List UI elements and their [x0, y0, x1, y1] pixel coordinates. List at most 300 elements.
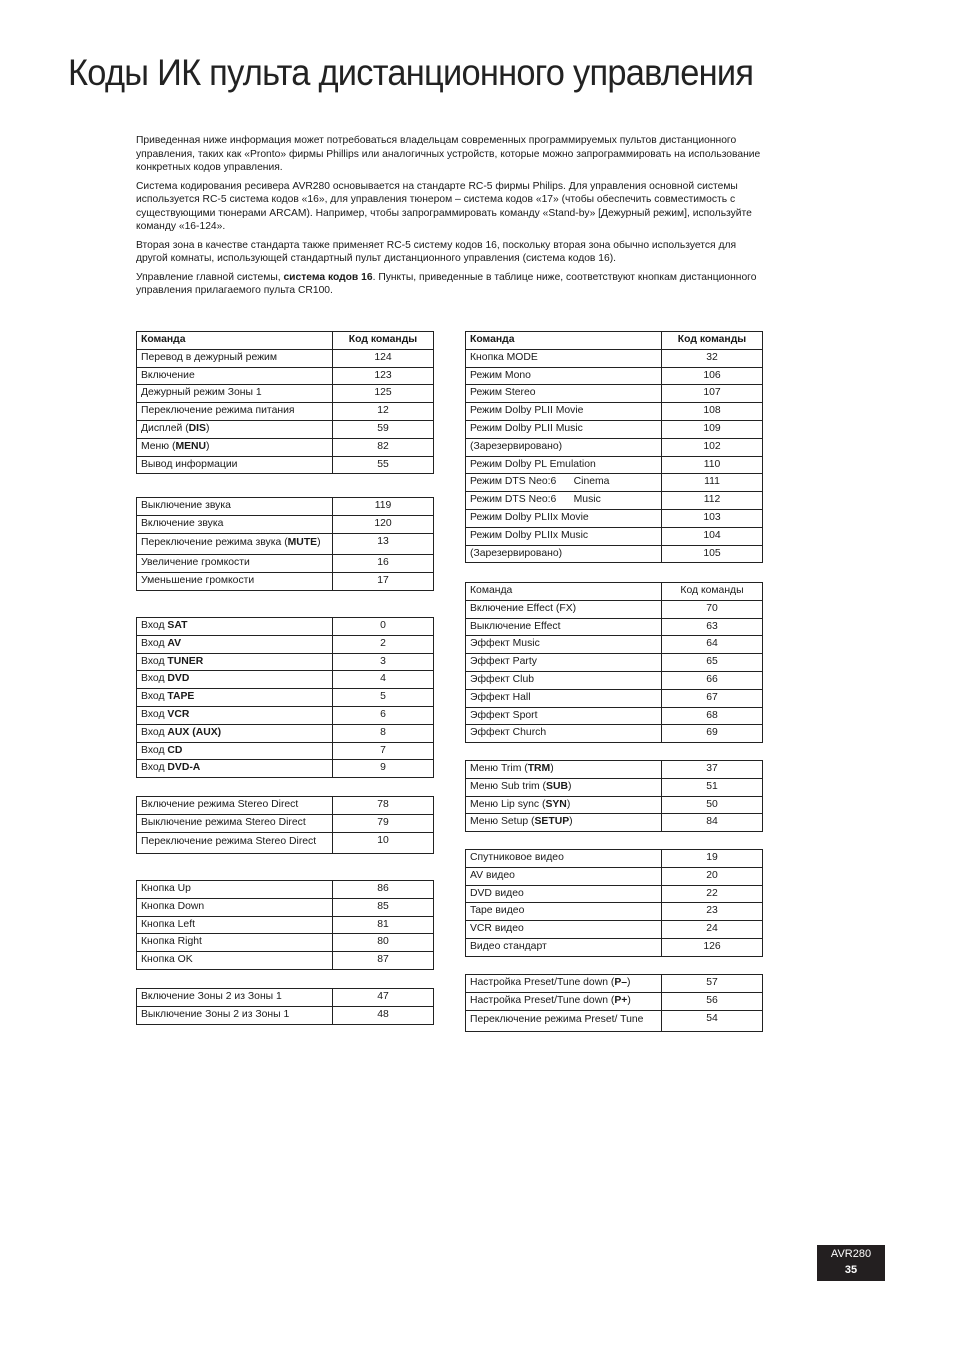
command-text: Увеличение громкости [141, 557, 250, 569]
command-name [466, 618, 662, 636]
column-header-code: Код команды [662, 332, 763, 350]
command-text: Меню Trim ( [470, 763, 528, 774]
button-key-label: SETUP [534, 816, 570, 828]
table-row [137, 438, 434, 456]
command-name [466, 636, 662, 654]
command-name [466, 420, 662, 438]
column-header-command: Команда [466, 583, 662, 601]
command-text: DVD видео [470, 887, 524, 899]
column-header-command: Команда [137, 332, 333, 350]
command-code: 107 [662, 385, 763, 403]
command-text: Режим DTS Neo:6 Cinema [470, 476, 610, 488]
command-name [137, 533, 333, 555]
command-code: 67 [662, 689, 763, 707]
table-row [137, 724, 434, 742]
command-name [137, 403, 333, 421]
table-row [137, 916, 434, 934]
command-text: Режим Dolby PLIIx Movie [470, 511, 589, 523]
table-row [137, 420, 434, 438]
table-row [466, 778, 763, 796]
table-row [466, 403, 763, 421]
intro-paragraph: Система кодирования ресивера AVR280 основывается на стандарте RC-5 фирмы Philips. Для управления основной системы используется RC-5 система кодов «16», для управления тюнером – система кодов «17» (чтобы обеспечить совместимость с существующими тюнерами ARCAM). Например, чтобы запрограммировать команду «Stand-by» [Дежурный режим], используйте команду «16-124». [136, 180, 752, 232]
table-row [137, 898, 434, 916]
command-text: ) [566, 798, 571, 810]
command-name [466, 349, 662, 367]
command-text: Дисплей ( [141, 422, 189, 434]
command-text: Переключение режима питания [141, 405, 295, 417]
command-name [466, 796, 662, 814]
command-name [137, 618, 333, 636]
command-code: 47 [333, 989, 434, 1007]
table-row [466, 975, 763, 993]
command-name [137, 989, 333, 1007]
table-row [466, 938, 763, 956]
command-text: Настройка Preset/Tune down ( [470, 977, 615, 988]
command-code: 108 [662, 403, 763, 421]
command-text: Настройка Preset/Tune down ( [470, 994, 615, 1006]
command-name [466, 725, 662, 743]
command-code: 86 [333, 881, 434, 899]
command-code: 110 [662, 456, 763, 474]
table-row [137, 1006, 434, 1024]
table-header-row [137, 332, 434, 350]
command-code: 112 [662, 492, 763, 510]
table-row [466, 385, 763, 403]
intro-text-part: . Пункты, приведенные в таблице ниже, соответствуют кнопкам дистанционного управления прилагаемого пульта CR100. [136, 271, 757, 296]
intro-paragraph: Приведенная ниже информация может потребоваться владельцам современных программируемых пультов дистанционного управления, таких как «Pronto» фирмы Phillips или аналогичных устройств, которые можно запрограммировать на использование конкретных кодов управления. [136, 135, 761, 173]
command-code: 69 [662, 725, 763, 743]
command-name [137, 797, 333, 815]
command-text: Кнопка OK [141, 954, 193, 966]
table-row [137, 367, 434, 385]
command-name [137, 573, 333, 591]
command-code: 78 [333, 797, 434, 815]
command-text: ) [206, 440, 210, 452]
command-text: Выключение звука [141, 500, 231, 511]
command-name [137, 760, 333, 778]
command-name [466, 1010, 662, 1032]
table-row [137, 533, 434, 555]
command-code: 70 [662, 600, 763, 618]
command-code: 123 [333, 367, 434, 385]
table-row [137, 671, 434, 689]
command-code: 13 [333, 533, 434, 555]
command-text: Выключение Зоны 2 из Зоны 1 [141, 1008, 290, 1020]
command-text: Переключение режима Stereo Direct [141, 835, 317, 847]
table-menus [465, 760, 763, 832]
command-code: 8 [333, 724, 434, 742]
table-row [137, 385, 434, 403]
command-text: (Зарезервировано) [470, 440, 563, 452]
command-text: Меню Sub trim ( [470, 780, 547, 792]
command-name [466, 456, 662, 474]
command-text: Включение режима Stereo Direct [141, 799, 299, 810]
button-key-label: SYN [545, 798, 567, 810]
command-text: (Зарезервировано) [470, 547, 563, 559]
command-text: Tape видео [470, 905, 525, 917]
command-name [466, 545, 662, 563]
table-row [466, 903, 763, 921]
command-name [466, 867, 662, 885]
command-name [137, 555, 333, 573]
table-row [466, 725, 763, 743]
intro-text-part: Управление главной системы, [136, 271, 284, 283]
table-row [466, 618, 763, 636]
command-code: 37 [662, 761, 763, 779]
command-name [466, 654, 662, 672]
command-text: Дежурный режим Зоны 1 [141, 387, 262, 399]
command-name [466, 975, 662, 993]
command-text: ) [550, 763, 554, 774]
table-row [466, 636, 763, 654]
command-code: 3 [333, 653, 434, 671]
table-row [466, 707, 763, 725]
command-name [137, 881, 333, 899]
command-code: 119 [333, 498, 434, 516]
command-name [466, 992, 662, 1010]
command-name [137, 367, 333, 385]
command-name [137, 498, 333, 516]
command-name [137, 349, 333, 367]
command-text: Кнопка MODE [470, 351, 538, 363]
command-text: Вход [141, 762, 168, 774]
button-key-label: AV [167, 637, 182, 649]
command-text: Выключение режима Stereo Direct [141, 816, 306, 828]
command-text: ) [317, 536, 321, 548]
command-code: 85 [333, 898, 434, 916]
button-key-label: P– [614, 977, 628, 988]
table-row [466, 814, 763, 832]
button-key-label: SAT [167, 620, 188, 631]
table-row [137, 760, 434, 778]
model-label: AVR280 [830, 1248, 872, 1260]
table-row [466, 420, 763, 438]
command-code: 111 [662, 474, 763, 492]
command-text: Вход [141, 726, 168, 738]
command-code: 23 [662, 903, 763, 921]
table-tuner [465, 974, 763, 1032]
command-code: 24 [662, 921, 763, 939]
page-number: 35 [844, 1264, 858, 1276]
table-row [137, 989, 434, 1007]
command-name [137, 742, 333, 760]
table-row [137, 498, 434, 516]
table-row [466, 921, 763, 939]
command-name [137, 456, 333, 474]
command-text: Вывод информации [141, 458, 238, 470]
command-name [466, 903, 662, 921]
button-key-label: TRM [527, 763, 551, 774]
command-text: Включение Effect (FX) [470, 602, 577, 614]
command-code: 68 [662, 707, 763, 725]
command-code: 104 [662, 527, 763, 545]
table-row [137, 635, 434, 653]
command-text: Включение Зоны 2 из Зоны 1 [141, 991, 282, 1002]
command-name [137, 934, 333, 952]
command-name [137, 689, 333, 707]
button-key-label: CD [167, 744, 183, 756]
command-name [466, 492, 662, 510]
command-text: Вход [141, 708, 168, 720]
button-key-label: DVD-A [167, 762, 201, 774]
command-name [466, 689, 662, 707]
command-text: Вход [141, 744, 168, 756]
table-volume [136, 497, 434, 591]
table-row [466, 689, 763, 707]
command-code: 64 [662, 636, 763, 654]
command-text: Вход [141, 637, 168, 649]
command-text: ) [627, 994, 631, 1006]
table-row [466, 850, 763, 868]
command-code: 57 [662, 975, 763, 993]
table-header-row [466, 583, 763, 601]
command-text: Меню Lip sync ( [470, 798, 546, 810]
command-text: Переключение режима Preset/ Tune [470, 1013, 644, 1025]
command-name [466, 600, 662, 618]
command-name [466, 778, 662, 796]
command-code: 82 [333, 438, 434, 456]
command-text: Спутниковое видео [470, 852, 564, 863]
command-text: VCR видео [470, 923, 524, 935]
button-key-label: P+ [614, 994, 628, 1006]
command-name [137, 916, 333, 934]
intro-paragraph [136, 271, 766, 298]
command-text: Режим Dolby PL Emulation [470, 458, 596, 470]
column-header-code: Код команды [662, 583, 763, 601]
table-modes [465, 331, 763, 563]
command-code: 125 [333, 385, 434, 403]
button-key-label: DIS [188, 422, 206, 434]
command-code: 7 [333, 742, 434, 760]
table-row [466, 992, 763, 1010]
command-code: 2 [333, 635, 434, 653]
command-code: 10 [333, 832, 434, 854]
page-footer-badge [817, 1245, 885, 1281]
table-row [466, 671, 763, 689]
table-row [466, 545, 763, 563]
command-code: 80 [333, 934, 434, 952]
command-name [137, 420, 333, 438]
button-key-label: AUX (AUX) [167, 726, 222, 738]
command-code: 81 [333, 916, 434, 934]
command-name [466, 474, 662, 492]
table-row [137, 618, 434, 636]
table-row [137, 742, 434, 760]
table-row [137, 515, 434, 533]
table-row [466, 761, 763, 779]
command-name [466, 438, 662, 456]
command-code: 79 [333, 814, 434, 832]
command-text: Эффект Club [470, 673, 535, 685]
table-row [137, 706, 434, 724]
command-name [466, 885, 662, 903]
command-name [466, 707, 662, 725]
command-code: 0 [333, 618, 434, 636]
table-row [137, 403, 434, 421]
command-code: 103 [662, 509, 763, 527]
table-video [465, 849, 763, 957]
command-text: Включение звука [141, 517, 224, 529]
table-row [466, 867, 763, 885]
command-name [466, 938, 662, 956]
command-name [137, 671, 333, 689]
table-row [466, 367, 763, 385]
command-code: 55 [333, 456, 434, 474]
command-text: Эффект Sport [470, 709, 538, 721]
command-code: 124 [333, 349, 434, 367]
command-text: ) [627, 977, 631, 988]
command-text: Переключение режима звука ( [141, 536, 288, 548]
table-row [137, 814, 434, 832]
table-effects [465, 582, 763, 743]
command-code: 20 [662, 867, 763, 885]
command-code: 6 [333, 706, 434, 724]
command-name [466, 385, 662, 403]
command-name [466, 761, 662, 779]
command-code: 106 [662, 367, 763, 385]
table-row [137, 349, 434, 367]
table-row [466, 600, 763, 618]
command-name [137, 1006, 333, 1024]
command-name [466, 921, 662, 939]
command-text: AV видео [470, 869, 515, 881]
button-key-label: MENU [175, 440, 207, 452]
table-row [137, 832, 434, 854]
command-name [137, 814, 333, 832]
command-name [137, 952, 333, 970]
command-name [137, 706, 333, 724]
command-code: 16 [333, 555, 434, 573]
command-code: 50 [662, 796, 763, 814]
table-stereo-direct [136, 796, 434, 854]
command-code: 59 [333, 420, 434, 438]
table-row [137, 952, 434, 970]
intro-text [136, 134, 766, 303]
button-key-label: TUNER [167, 655, 204, 667]
table-power [136, 331, 434, 474]
table-row [466, 349, 763, 367]
command-name [137, 898, 333, 916]
command-text: Режим Mono [470, 369, 531, 381]
command-code: 54 [662, 1010, 763, 1032]
command-code: 56 [662, 992, 763, 1010]
command-name [137, 724, 333, 742]
command-name [137, 635, 333, 653]
command-code: 12 [333, 403, 434, 421]
column-header-command: Команда [466, 332, 662, 350]
table-row [466, 492, 763, 510]
command-name [137, 385, 333, 403]
button-key-label: VCR [167, 708, 190, 720]
command-code: 87 [333, 952, 434, 970]
command-text: Выключение Effect [470, 620, 561, 632]
table-row [137, 689, 434, 707]
command-text: Видео стандарт [470, 940, 547, 952]
command-code: 5 [333, 689, 434, 707]
table-row [466, 509, 763, 527]
command-name [466, 527, 662, 545]
table-row [466, 796, 763, 814]
command-code: 48 [333, 1006, 434, 1024]
page-title: Коды ИК пульта дистанционного управления [68, 52, 754, 93]
command-code: 22 [662, 885, 763, 903]
command-code: 63 [662, 618, 763, 636]
command-text: ) [205, 422, 210, 434]
command-text: Вход [141, 655, 168, 667]
command-text: ) [567, 780, 572, 792]
command-name [137, 653, 333, 671]
command-text: Эффект Hall [470, 691, 531, 703]
command-text: Эффект Music [470, 638, 540, 650]
command-text: Меню Setup ( [470, 816, 535, 828]
command-text: Меню ( [141, 440, 176, 452]
table-row [137, 881, 434, 899]
button-key-label: SUB [546, 780, 568, 792]
command-code: 84 [662, 814, 763, 832]
table-zone2 [136, 988, 434, 1025]
command-code: 19 [662, 850, 763, 868]
command-name [137, 438, 333, 456]
button-key-label: MUTE [287, 536, 318, 548]
button-key-label: TAPE [167, 691, 195, 703]
command-text: Режим Stereo [470, 387, 536, 399]
command-name [466, 509, 662, 527]
command-text: ) [569, 816, 573, 828]
command-name [466, 850, 662, 868]
command-code: 109 [662, 420, 763, 438]
command-name [466, 671, 662, 689]
command-name [466, 403, 662, 421]
table-row [137, 555, 434, 573]
command-text: Кнопка Right [141, 936, 202, 948]
table-row [137, 934, 434, 952]
column-header-code: Код команды [333, 332, 434, 350]
command-text: Эффект Party [470, 656, 537, 668]
command-text: Режим Dolby PLII Music [470, 422, 583, 434]
command-code: 51 [662, 778, 763, 796]
intro-bold-part: система кодов 16 [283, 271, 373, 283]
command-text: Вход [141, 691, 168, 703]
command-code: 17 [333, 573, 434, 591]
command-code: 65 [662, 654, 763, 672]
table-header-row [466, 332, 763, 350]
command-code: 9 [333, 760, 434, 778]
table-row [137, 573, 434, 591]
table-row [466, 654, 763, 672]
command-text: Вход [141, 673, 168, 685]
table-inputs [136, 617, 434, 778]
table-row [466, 1010, 763, 1032]
command-text: Вход [141, 620, 168, 631]
table-row [466, 438, 763, 456]
table-row [466, 456, 763, 474]
table-row [137, 653, 434, 671]
command-text: Включение [141, 369, 195, 381]
table-row [466, 527, 763, 545]
command-name [137, 515, 333, 533]
command-name [137, 832, 333, 854]
button-key-label: DVD [167, 673, 190, 685]
table-row [466, 885, 763, 903]
command-code: 32 [662, 349, 763, 367]
command-text: Кнопка Left [141, 918, 195, 930]
command-name [466, 814, 662, 832]
intro-paragraph: Вторая зона в качестве стандарта также применяет RC-5 систему кодов 16, поскольку вторая зона обычно используется для другой комнаты, использующей стандартный пульт дистанционного управления (система кодов 16). [136, 239, 737, 264]
command-text: Перевод в дежурный режим [141, 351, 278, 363]
table-row [137, 456, 434, 474]
command-text: Кнопка Up [141, 883, 191, 894]
command-code: 4 [333, 671, 434, 689]
